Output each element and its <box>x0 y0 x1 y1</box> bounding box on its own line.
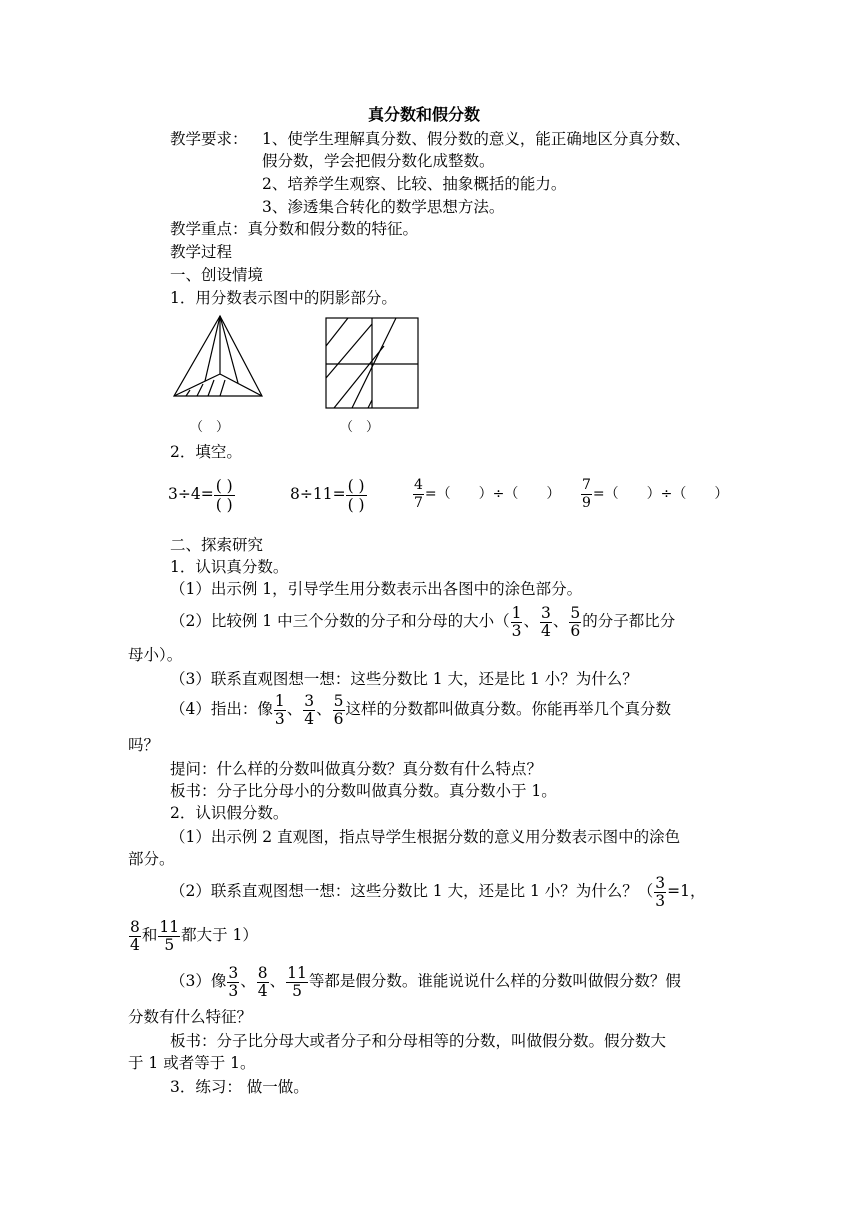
board-note-1: 板书：分子比分母小的分数叫做真分数。真分数小于 1。 <box>170 782 557 800</box>
text: 都大于 1） <box>181 926 258 944</box>
step-2c <box>170 962 681 1000</box>
requirement-1a: 1、使学生理解真分数、假分数的意义，能正确地区分真分数、 <box>262 130 691 148</box>
separator: 、 <box>240 972 256 990</box>
fill-expr-3 <box>412 474 560 518</box>
numerator: 1 <box>511 603 522 622</box>
numerator: 7 <box>582 476 591 493</box>
numerator: 3 <box>655 873 666 892</box>
requirement-2: 2、培养学生观察、比较、抽象概括的能力。 <box>262 175 567 193</box>
step-1d-wrap: 吗？ <box>128 736 160 754</box>
blank-numerator: ( ) <box>347 476 365 495</box>
text: 等都是假分数。谁能说说什么样的分数叫做假分数？假 <box>308 972 681 990</box>
numerator: 8 <box>130 917 140 936</box>
requirement-3: 3、渗透集合转化的数学思想方法。 <box>262 198 505 216</box>
section-1-heading: 一、创设情境 <box>170 266 264 284</box>
separator: 、 <box>269 972 286 990</box>
text: （3）像 <box>170 972 227 990</box>
hatch-line <box>220 380 225 396</box>
denominator: 4 <box>304 709 315 728</box>
requirements-label: 教学要求： <box>170 130 248 148</box>
step-2b-wrap <box>128 916 258 954</box>
board-note-2a: 板书：分子比分母大或者分子和分母相等的分数，叫做假分数。假分数大 <box>170 1032 667 1050</box>
expression-text: 3÷4= <box>168 485 214 503</box>
fraction-3-4 <box>540 605 552 640</box>
blank-denominator: ( ) <box>347 495 365 514</box>
blank-denominator: ( ) <box>215 495 233 514</box>
fraction-7-9 <box>581 477 592 512</box>
answer-blank-2: （ ） <box>340 420 380 435</box>
numerator: 3 <box>304 691 315 710</box>
fraction-5-6 <box>569 605 581 640</box>
question-ask: 提问：什么样的分数叫做真分数？真分数有什么特点？ <box>170 760 543 778</box>
triangle-inner-lines <box>174 374 262 396</box>
triangle-line <box>220 316 238 383</box>
step-1d <box>170 690 671 728</box>
denominator: 9 <box>582 494 591 511</box>
fraction-8-4 <box>257 965 269 1000</box>
key-point: 教学重点：真分数和假分数的特征。 <box>170 220 419 238</box>
question-2: 2．填空。 <box>170 443 242 461</box>
denominator: 7 <box>414 494 423 511</box>
fraction-1-3 <box>274 693 286 728</box>
hatch-line <box>197 384 203 396</box>
hatch-line <box>352 318 396 408</box>
numerator: 8 <box>257 963 268 982</box>
numerator: 11 <box>287 963 307 982</box>
hatch-line <box>368 400 372 408</box>
step-2c-wrap: 分数有什么特征？ <box>128 1008 253 1026</box>
denominator: 4 <box>130 935 140 954</box>
triangle-outline <box>174 316 262 396</box>
denominator: 4 <box>540 621 551 640</box>
denominator: 3 <box>655 891 666 910</box>
denominator: 3 <box>511 621 522 640</box>
triangle-figure <box>170 312 270 404</box>
expression-text: =（ ）÷（ ） <box>592 486 729 502</box>
expression-text: 8÷11= <box>290 485 346 503</box>
denominator: 5 <box>164 935 175 954</box>
fill-expr-4 <box>580 474 728 518</box>
fill-expr-2 <box>290 474 367 518</box>
square-figure <box>324 316 420 410</box>
step-1: 1．认识真分数。 <box>170 558 289 576</box>
separator: 、 <box>523 612 539 630</box>
denominator: 3 <box>228 981 239 1000</box>
fraction-3-3 <box>654 875 666 910</box>
text: （4）指出：像 <box>170 700 273 718</box>
denominator: 6 <box>570 621 581 640</box>
text: 和 <box>141 926 158 944</box>
fill-expr-1 <box>168 474 235 518</box>
separator: 、 <box>552 612 569 630</box>
hatch-line <box>208 380 214 396</box>
text: =1， <box>667 882 706 900</box>
triangle-line <box>205 316 220 381</box>
hatch-line <box>334 346 384 408</box>
fraction-8-4 <box>129 919 141 954</box>
process-heading: 教学过程 <box>170 243 233 261</box>
denominator: 5 <box>292 981 302 1000</box>
fraction-3-3 <box>227 965 239 1000</box>
section-2-heading: 二、探索研究 <box>170 536 264 554</box>
hatch-line <box>186 390 190 396</box>
step-2: 2．认识假分数。 <box>170 804 289 822</box>
denominator: 4 <box>257 981 268 1000</box>
page-title: 真分数和假分数 <box>368 105 481 124</box>
denominator: 6 <box>333 709 344 728</box>
separator: 、 <box>286 700 303 718</box>
numerator: 3 <box>228 963 239 982</box>
hatch-line <box>326 318 348 346</box>
text: 的分子都比分 <box>582 612 676 630</box>
numerator: 5 <box>333 691 344 710</box>
numerator: 11 <box>159 917 180 936</box>
expression-text: =（ ）÷（ ） <box>424 486 561 502</box>
numerator: 5 <box>570 603 581 622</box>
blank-numerator: ( ) <box>215 476 233 495</box>
step-1c: （3）联系直观图想一想：这些分数比 1 大，还是比 1 小？为什么？ <box>170 670 638 688</box>
denominator: 3 <box>274 709 285 728</box>
step-1a: （1）出示例 1，引导学生用分数表示出各图中的涂色部分。 <box>170 580 583 598</box>
text: （2）比较例 1 中三个分数的分子和分母的大小（ <box>170 612 510 630</box>
text: （2）联系直观图想一想：这些分数比 1 大，还是比 1 小？为什么？（ <box>170 882 654 900</box>
question-1: 1．用分数表示图中的阴影部分。 <box>170 289 397 307</box>
text: 这样的分数都叫做真分数。你能再举几个真分数 <box>345 700 672 718</box>
fraction-1-3 <box>511 605 523 640</box>
blank-fraction <box>214 477 235 514</box>
fraction-4-7 <box>413 477 424 512</box>
step-1b <box>170 602 675 640</box>
step-2a-wrap: 部分。 <box>128 850 175 868</box>
requirement-1b: 假分数，学会把假分数化成整数。 <box>262 152 495 170</box>
blank-fraction <box>346 477 367 514</box>
numerator: 4 <box>414 476 423 493</box>
fraction-11-5 <box>158 919 180 954</box>
numerator: 1 <box>274 691 285 710</box>
board-note-2b: 于 1 或者等于 1。 <box>128 1054 256 1072</box>
step-2a: （1）出示例 2 直观图，指点导学生根据分数的意义用分数表示图中的涂色 <box>170 828 681 846</box>
numerator: 3 <box>540 603 551 622</box>
step-3: 3．练习： 做一做。 <box>170 1078 309 1096</box>
separator: 、 <box>316 700 332 718</box>
fraction-3-4 <box>303 693 315 728</box>
step-2b <box>170 872 706 910</box>
fraction-11-5 <box>286 965 308 1000</box>
step-1b-wrap: 母小）。 <box>128 646 183 664</box>
fraction-5-6 <box>333 693 345 728</box>
answer-blank-1: （ ） <box>190 420 230 435</box>
